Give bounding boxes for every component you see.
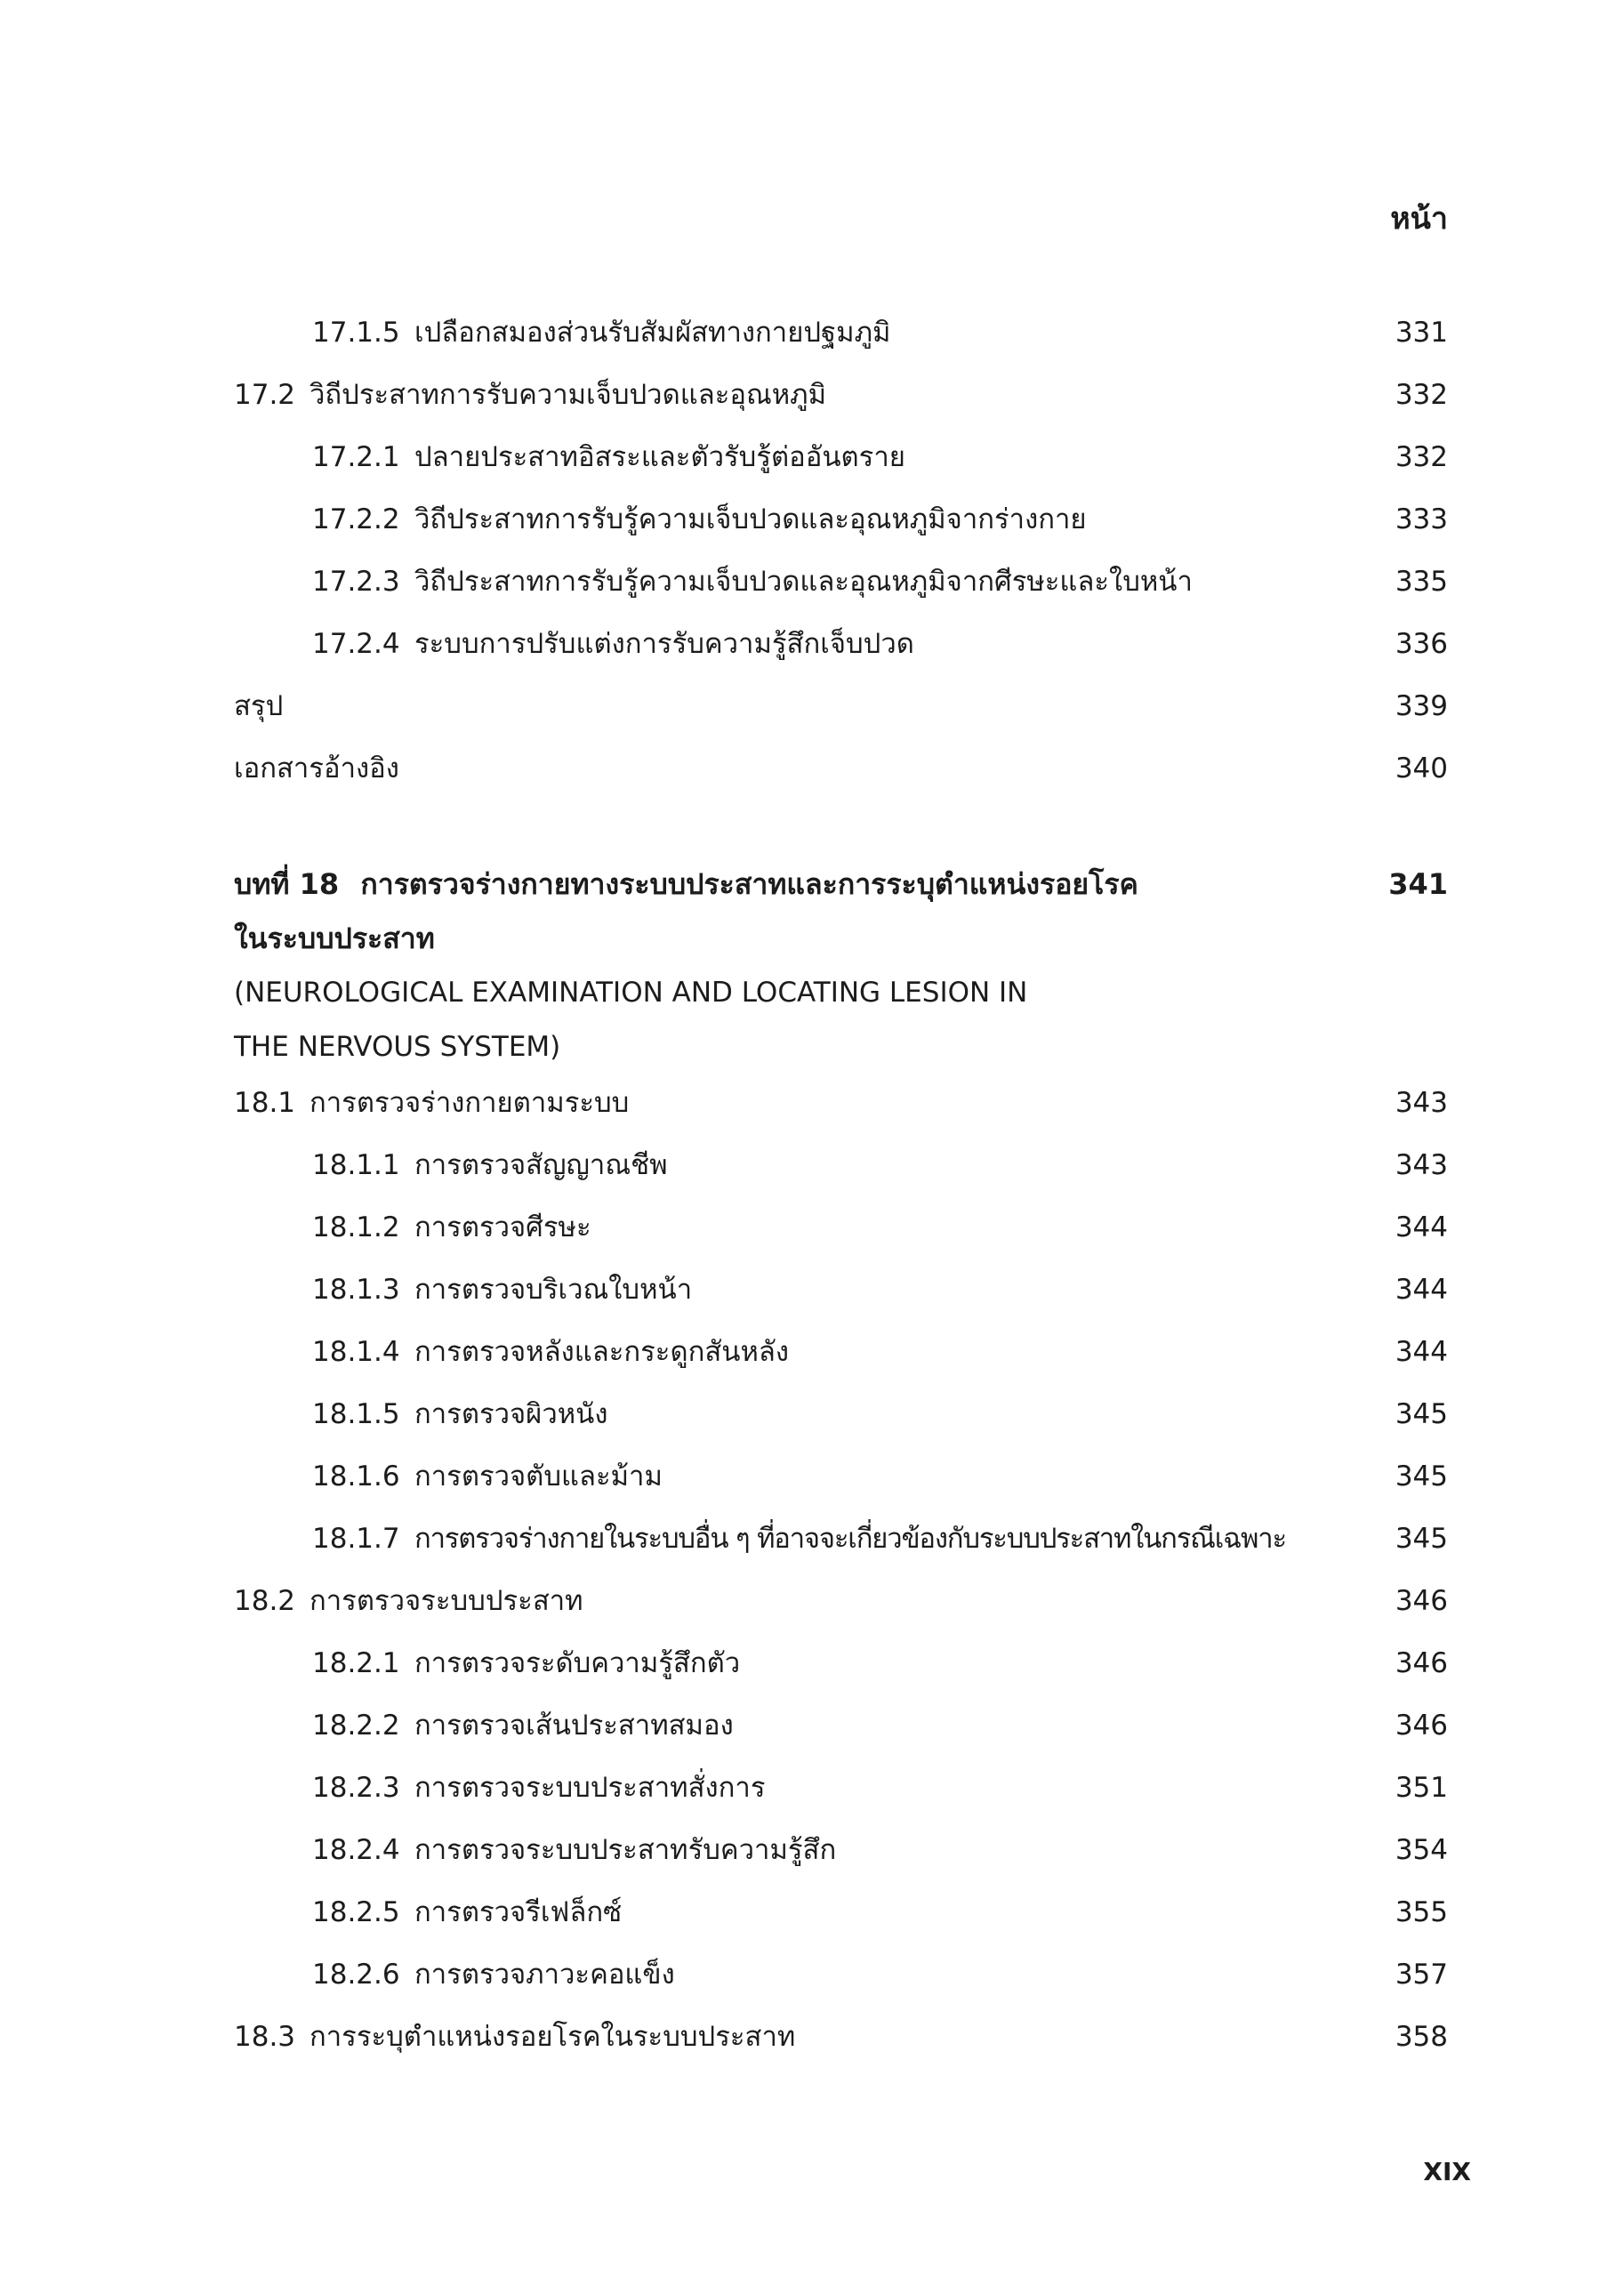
- chapter-title-continued: ในระบบประสาท: [234, 921, 435, 955]
- toc-entry-page: 335: [1395, 566, 1448, 598]
- toc-entry: [234, 1517, 1448, 1561]
- toc-entry: [234, 1205, 1448, 1250]
- toc-entry-number: 17.2.4: [312, 628, 400, 660]
- toc-entry-page: 343: [1395, 1149, 1448, 1181]
- chapter-title: การตรวจร่างกายทางระบบประสาทและการระบุตำแหน่งรอยโรค: [360, 867, 1138, 901]
- toc-entry-title: การระบุตำแหน่งรอยโรคในระบบประสาท: [310, 2021, 796, 2053]
- toc-entry: [234, 435, 1448, 479]
- toc-entry: [234, 310, 1448, 355]
- toc-entry-number: 18.2: [234, 1585, 296, 1617]
- toc-entry-title: การตรวจหลังและกระดูกสันหลัง: [414, 1336, 790, 1368]
- toc-entry-number: 18.1.7: [312, 1523, 400, 1555]
- toc-entry-page: 344: [1395, 1274, 1448, 1306]
- toc-entry-title: ระบบการปรับแต่งการรับความรู้สึกเจ็บปวด: [414, 628, 914, 660]
- toc-entry-page: 344: [1395, 1211, 1448, 1243]
- toc-entry-number: 18.1.6: [312, 1460, 400, 1493]
- toc-entry-title: การตรวจบริเวณใบหน้า: [414, 1274, 693, 1306]
- toc-entry: [234, 1890, 1448, 1935]
- toc-entry-number: 18.1.2: [312, 1211, 400, 1243]
- toc-entry-title: การตรวจร่างกายในระบบอื่น ๆ ที่อาจจะเกี่ยวข้องกับระบบประสาทในกรณีเฉพาะ: [414, 1523, 1286, 1555]
- toc-entry-number: 17.2.1: [312, 441, 400, 473]
- toc-entry-page: 346: [1395, 1647, 1448, 1679]
- toc-entry-number: 18.1.3: [312, 1274, 400, 1306]
- toc-entry-title: วิถีประสาทการรับความเจ็บปวดและอุณหภูมิ: [310, 379, 827, 411]
- toc-entry-title: การตรวจสัญญาณชีพ: [414, 1149, 668, 1181]
- toc-entry-number: 17.1.5: [312, 317, 400, 349]
- toc-entry: [234, 497, 1448, 542]
- toc-entry: [234, 2015, 1448, 2059]
- toc-entry-title: การตรวจระดับความรู้สึกตัว: [414, 1647, 741, 1679]
- toc-entry-title: การตรวจตับและม้าม: [414, 1460, 663, 1493]
- toc-entry-title: วิถีประสาทการรับรู้ความเจ็บปวดและอุณหภูมิจากศีรษะและใบหน้า: [414, 566, 1193, 598]
- toc-entry-title: สรุป: [234, 690, 284, 722]
- toc-entry-number: 18.3: [234, 2021, 296, 2053]
- toc-entry-page: 355: [1395, 1896, 1448, 1928]
- toc-entry-number: 18.2.2: [312, 1710, 400, 1742]
- toc-entry: [234, 1330, 1448, 1374]
- toc-entry-title: การตรวจรีเฟล็กซ์: [414, 1896, 623, 1928]
- toc-entry-page: 357: [1395, 1959, 1448, 1991]
- toc-entry-page: 331: [1395, 317, 1448, 349]
- toc-entry-title: การตรวจผิวหนัง: [414, 1398, 608, 1430]
- toc-entry: [234, 1392, 1448, 1436]
- toc-entry: [234, 1267, 1448, 1312]
- toc-entry-page: 344: [1395, 1336, 1448, 1368]
- toc-entry-number: 18.2.3: [312, 1772, 400, 1804]
- toc-entry-number: 17.2.2: [312, 503, 400, 535]
- toc-entry-title: การตรวจศีรษะ: [414, 1211, 591, 1243]
- toc-entry-page: 340: [1395, 752, 1448, 784]
- toc-entry: [234, 1952, 1448, 1997]
- toc-entry-page: 345: [1395, 1398, 1448, 1430]
- toc-entry: [234, 1081, 1448, 1125]
- toc-entry-page: 346: [1395, 1585, 1448, 1617]
- chapter-heading: [234, 857, 1448, 1074]
- toc-entry-title: การตรวจระบบประสาทรับความรู้สึก: [414, 1834, 837, 1866]
- toc-entry-page: 345: [1395, 1523, 1448, 1555]
- toc-entry-page: 332: [1395, 379, 1448, 411]
- toc-entry: [234, 1454, 1448, 1499]
- toc-entry-number: 17.2.3: [312, 566, 400, 598]
- toc-entry-title: การตรวจระบบประสาทสั่งการ: [414, 1772, 766, 1804]
- toc-entry-title: เอกสารอ้างอิง: [234, 752, 399, 784]
- toc-entry-number: 18.2.5: [312, 1896, 400, 1928]
- toc-entry: [234, 1703, 1448, 1748]
- toc-entry-number: 17.2: [234, 379, 296, 411]
- toc-entry: [234, 1641, 1448, 1686]
- toc-entry-page: 358: [1395, 2021, 1448, 2053]
- toc-entry-page: 333: [1395, 503, 1448, 535]
- toc-entry-title: การตรวจเส้นประสาทสมอง: [414, 1710, 734, 1742]
- toc-entry: [234, 1143, 1448, 1187]
- toc-entry-title: ปลายประสาทอิสระและตัวรับรู้ต่ออันตราย: [414, 441, 905, 473]
- toc-entry-number: 18.1.5: [312, 1398, 400, 1430]
- toc-entry-page: 339: [1395, 690, 1448, 722]
- toc-entry-title: การตรวจระบบประสาท: [310, 1585, 583, 1617]
- page-number-roman: XIX: [1423, 2157, 1471, 2186]
- toc-entry: [234, 746, 1448, 791]
- chapter-label: บทที่ 18: [234, 867, 340, 901]
- toc-entry: [234, 1579, 1448, 1623]
- chapter-page: 341: [1388, 867, 1448, 901]
- toc-entry: [234, 559, 1448, 604]
- toc-entry-page: 336: [1395, 628, 1448, 660]
- chapter-english-title-continued: THE NERVOUS SYSTEM): [234, 1031, 561, 1063]
- toc-entry-number: 18.1: [234, 1087, 296, 1119]
- toc-entry-title: การตรวจร่างกายตามระบบ: [310, 1087, 630, 1119]
- toc-entry-number: 18.1.4: [312, 1336, 400, 1368]
- toc-entry-page: 345: [1395, 1460, 1448, 1493]
- toc-entry-number: 18.2.6: [312, 1959, 400, 1991]
- page-column-heading: หน้า: [1390, 201, 1448, 237]
- toc-entry: [234, 684, 1448, 728]
- toc-entry-number: 18.1.1: [312, 1149, 400, 1181]
- toc-entry-title: เปลือกสมองส่วนรับสัมผัสทางกายปฐมภูมิ: [414, 317, 891, 349]
- toc-entry: [234, 373, 1448, 417]
- toc-entry: [234, 1828, 1448, 1872]
- toc-entry-page: 351: [1395, 1772, 1448, 1804]
- toc-entry-number: 18.2.4: [312, 1834, 400, 1866]
- toc-entry-page: 343: [1395, 1087, 1448, 1119]
- toc-entry-page: 332: [1395, 441, 1448, 473]
- toc-entry-page: 354: [1395, 1834, 1448, 1866]
- toc-entry: [234, 622, 1448, 666]
- toc-entry-page: 346: [1395, 1710, 1448, 1742]
- toc-entry: [234, 1766, 1448, 1810]
- toc-entry-title: วิถีประสาทการรับรู้ความเจ็บปวดและอุณหภูมิจากร่างกาย: [414, 503, 1087, 535]
- chapter-english-title: (NEUROLOGICAL EXAMINATION AND LOCATING LESION IN: [234, 977, 1028, 1009]
- toc-entry-number: 18.2.1: [312, 1647, 400, 1679]
- toc-entry-title: การตรวจภาวะคอแข็ง: [414, 1959, 675, 1991]
